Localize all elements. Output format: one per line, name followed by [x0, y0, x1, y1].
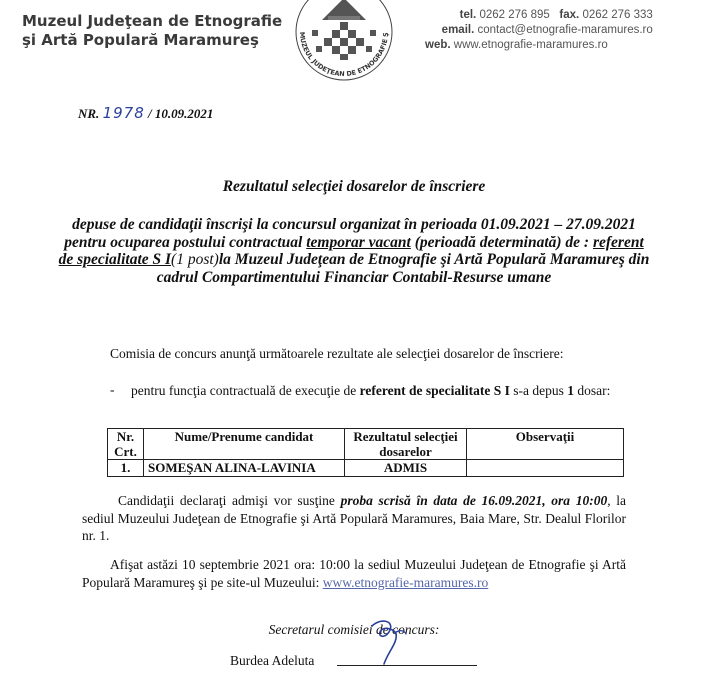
para2-text2: , la sediul Muzeului Judeţean de Etnografie şi Artă Populară Maramures, Baia Mare, Str. Dealul Florilor nr. 1. — [82, 493, 627, 543]
website-link[interactable]: www.etnografie-maramures.ro — [322, 574, 489, 590]
contact-email-row — [425, 23, 653, 38]
museum-name — [22, 12, 282, 50]
document-subtitle — [58, 216, 650, 286]
logo-text: MUZEUL JUDEŢEAN DE ETNOGRAFIE Ş — [297, 31, 391, 79]
bullet-text2: s-a depus — [509, 383, 568, 398]
cell-result: ADMIS — [345, 460, 467, 477]
registration-number — [78, 104, 213, 122]
web-label: web. — [425, 39, 451, 51]
handwritten-number: 1978 — [102, 104, 145, 122]
document-title: Rezultatul selecţiei dosarelor de înscriere — [222, 178, 486, 195]
nr-date: / 10.09.2021 — [148, 106, 214, 121]
bullet-text3: dosar: — [573, 383, 611, 398]
subtitle-position: referent de specialitate S I — [58, 233, 644, 268]
email-value[interactable]: contact@etnografie-maramures.ro — [477, 24, 653, 36]
subtitle-part2: (perioadă determinată) de : — [410, 233, 593, 251]
subtitle-temporar-vacant: temporar vacant — [306, 233, 411, 251]
subtitle-part4: la Muzeul Judeţean de Etnografie şi Artă Populară Maramureş din cadrul Compartimentului Financiar Contabil-Resurse umane — [156, 251, 650, 286]
cell-name: SOMEŞAN ALINA-LAVINIA — [144, 460, 345, 477]
museum-logo — [282, 0, 406, 90]
contact-block — [425, 8, 653, 53]
contact-web-row — [425, 38, 653, 53]
bullet-paragraph — [131, 382, 636, 399]
exam-paragraph — [82, 492, 626, 545]
posted-paragraph — [82, 556, 626, 591]
bullet-position: referent de specialitate S I — [359, 383, 510, 398]
para3-text1: Afişat astăzi 10 septembrie 2021 ora: 10:00 la sediul Muzeului Judeţean de Etnografie şi Artă Populară Maramureş şi pe site-ul Muzeului: — [82, 557, 626, 590]
secretary-name: Burdea Adeluta — [230, 653, 315, 668]
bullet-dash: - — [110, 382, 115, 397]
bullet-text1: pentru funcţia contractuală de execuţie de — [131, 383, 360, 398]
contact-phone-row — [425, 8, 653, 23]
secretary-title: Secretarul comisiei de concurs: — [268, 622, 440, 637]
email-label: email. — [441, 24, 475, 36]
museum-name-line1: Muzeul Judeţean de Etnografie — [22, 12, 283, 30]
subtitle-part1: depuse de candidaţii înscrişi la concursul organizat în perioada 01.09.2021 – 27.09.2021 pentru ocuparea postului contractual — [64, 216, 636, 251]
results-table — [107, 428, 624, 477]
header-result: Rezultatul selecţiei dosarelor — [345, 429, 467, 460]
nr-prefix: NR. — [78, 106, 100, 121]
handwritten-signature — [360, 612, 420, 672]
museum-name-line2: şi Artă Populară Maramureş — [22, 31, 259, 49]
fax-value: 0262 276 333 — [582, 9, 653, 21]
tel-value: 0262 276 895 — [479, 9, 550, 21]
fax-label: fax. — [559, 9, 580, 21]
table-row — [108, 460, 624, 477]
bullet-count: 1 — [567, 383, 574, 398]
header-observations: Observaţii — [467, 429, 624, 460]
para2-emphasis: proba scrisă în data de 16.09.2021, ora 10:00 — [340, 493, 608, 508]
subtitle-post-count: (1 post) — [171, 251, 219, 268]
header-name: Nume/Prenume candidat — [144, 429, 345, 460]
table-header-row — [108, 429, 624, 460]
tel-label: tel. — [459, 9, 477, 21]
cell-nr: 1. — [108, 460, 144, 477]
cell-observations — [467, 460, 624, 477]
header-nr: Nr. Crt. — [108, 429, 144, 460]
intro-paragraph: Comisia de concurs anunţă următoarele rezultate ale selecţiei dosarelor de înscriere: — [110, 346, 564, 361]
para2-text1: Candidaţii declaraţi admişi vor susţine — [118, 493, 341, 508]
web-value[interactable]: www.etnografie-maramures.ro — [453, 39, 608, 51]
